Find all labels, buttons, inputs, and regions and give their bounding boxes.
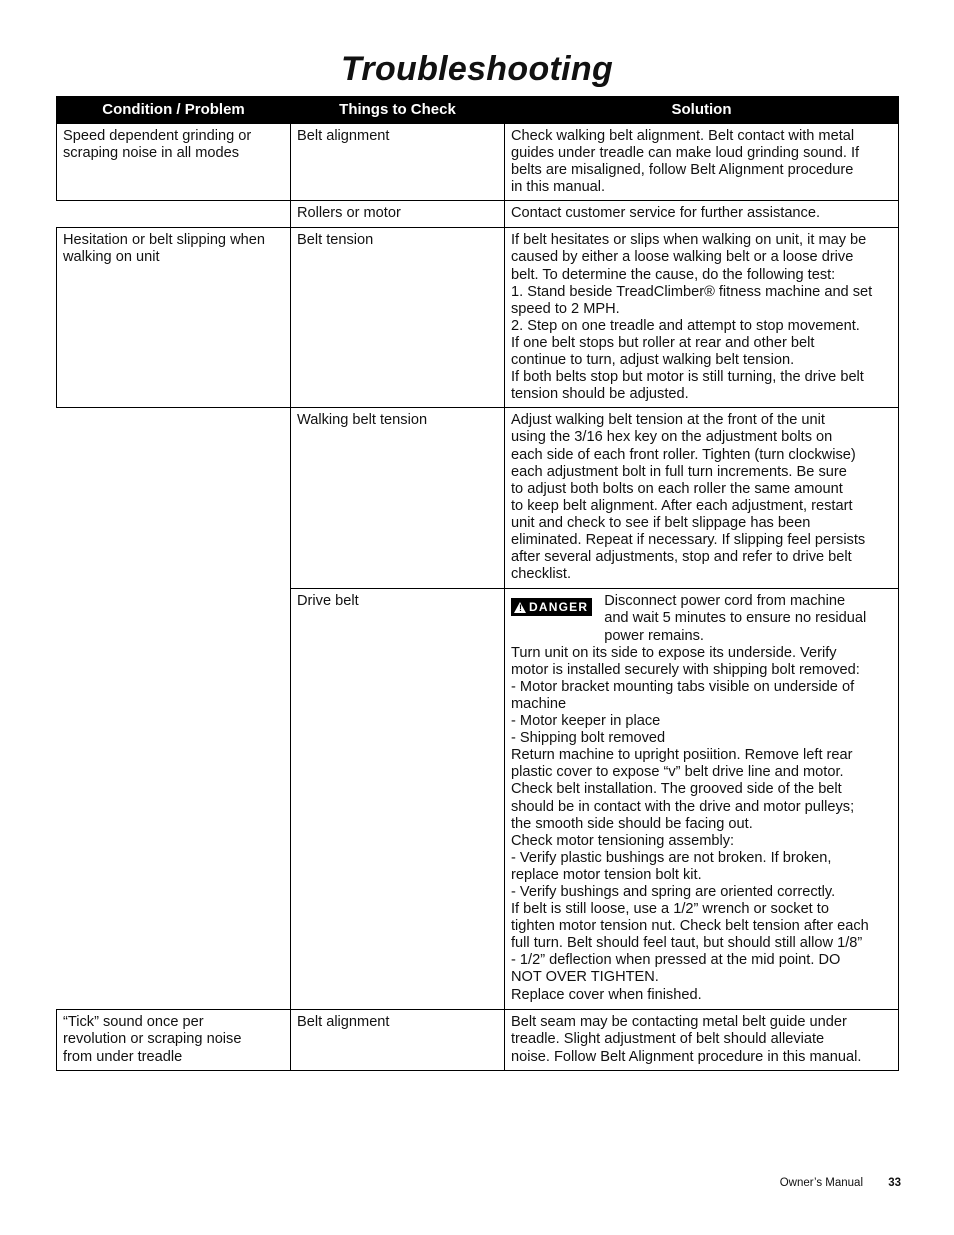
table-header-row xyxy=(57,96,899,124)
check-cell: Belt alignment xyxy=(291,1010,505,1070)
solution-line: Turn unit on its side to expose its underside. Verify xyxy=(511,644,837,661)
danger-line: Disconnect power cord from machine xyxy=(604,593,846,610)
solution-line: Belt seam may be contacting metal belt guide under xyxy=(511,1014,847,1031)
solution-line: unit and check to see if belt slippage has been xyxy=(511,514,811,531)
table-row xyxy=(57,228,899,408)
solution-line: If belt is still loose, use a 1/2” wrench or socket to xyxy=(511,901,829,918)
solution-line: speed to 2 MPH. xyxy=(511,300,620,317)
condition-line: from under treadle xyxy=(63,1048,183,1065)
condition-line: “Tick” sound once per xyxy=(63,1014,204,1031)
condition-cell-empty xyxy=(57,201,291,228)
solution-line: - Verify bushings and spring are oriented correctly. xyxy=(511,883,836,900)
danger-line: and wait 5 minutes to ensure no residual xyxy=(604,610,867,627)
solution-cell xyxy=(505,408,899,589)
troubleshooting-table xyxy=(56,96,899,1071)
header-condition: Condition / Problem xyxy=(57,96,291,124)
solution-line: plastic cover to expose “v” belt drive line and motor. xyxy=(511,764,844,781)
check-cell: Drive belt xyxy=(291,589,505,1010)
solution-cell xyxy=(505,589,899,1010)
solution-line: 2. Step on one treadle and attempt to stop movement. xyxy=(511,317,860,334)
check-cell: Rollers or motor xyxy=(291,201,505,228)
solution-line: - Shipping bolt removed xyxy=(511,730,666,747)
solution-line: If both belts stop but motor is still turning, the drive belt xyxy=(511,369,864,386)
page-footer xyxy=(780,1177,901,1189)
table-row xyxy=(57,124,899,201)
solution-line: the smooth side should be facing out. xyxy=(511,815,753,832)
solution-cell xyxy=(505,201,899,228)
table-row xyxy=(57,1010,899,1070)
solution-line: machine xyxy=(511,695,567,712)
solution-line: continue to turn, adjust walking belt tension. xyxy=(511,352,795,369)
solution-line: tension should be adjusted. xyxy=(511,386,689,403)
solution-line: NOT OVER TIGHTEN. xyxy=(511,969,659,986)
solution-line: - Motor bracket mounting tabs visible on underside of xyxy=(511,678,855,695)
condition-line: scraping noise in all modes xyxy=(63,145,240,162)
solution-line: If one belt stops but roller at rear and other belt xyxy=(511,334,815,351)
condition-line: Hesitation or belt slipping when xyxy=(63,232,265,249)
solution-line: - Motor keeper in place xyxy=(511,713,661,730)
solution-line: If belt hesitates or slips when walking on unit, it may be xyxy=(511,232,867,249)
table-row xyxy=(57,408,899,589)
solution-cell xyxy=(505,228,899,408)
solution-cell xyxy=(505,1010,899,1070)
solution-line: to adjust both bolts on each roller the same amount xyxy=(511,480,843,497)
check-cell: Belt alignment xyxy=(291,124,505,201)
solution-line: checklist. xyxy=(511,566,572,583)
solution-line: to keep belt alignment. After each adjustment, restart xyxy=(511,497,853,514)
solution-cell xyxy=(505,124,899,201)
danger-line: power remains. xyxy=(604,627,704,644)
solution-line: Replace cover when finished. xyxy=(511,986,702,1003)
footer-label: Owner’s Manual xyxy=(779,1177,863,1189)
check-cell: Walking belt tension xyxy=(291,408,505,589)
condition-line: walking on unit xyxy=(63,249,160,266)
solution-line: treadle. Slight adjustment of belt should alleviate xyxy=(511,1031,825,1048)
solution-line: in this manual. xyxy=(511,179,606,196)
condition-cell xyxy=(57,228,291,408)
condition-cell xyxy=(57,124,291,201)
solution-line: caused by either a loose walking belt or a loose drive xyxy=(511,249,854,266)
condition-cell-empty xyxy=(57,408,291,1010)
solution-line: should be in contact with the drive and motor pulleys; xyxy=(511,798,855,815)
solution-line: Adjust walking belt tension at the front of the unit xyxy=(511,412,825,429)
solution-line: tighten motor tension nut. Check belt tension after each xyxy=(511,918,869,935)
header-things-to-check: Things to Check xyxy=(291,96,505,124)
solution-line: - Verify plastic bushings are not broken. If broken, xyxy=(511,849,832,866)
danger-badge xyxy=(511,598,592,616)
danger-text xyxy=(604,593,892,644)
solution-line: 1. Stand beside TreadClimber® fitness machine and set xyxy=(511,283,873,300)
condition-cell xyxy=(57,1010,291,1070)
solution-line: Check belt installation. The grooved side of the belt xyxy=(511,781,842,798)
condition-line: revolution or scraping noise xyxy=(63,1031,242,1048)
solution-line: full turn. Belt should feel taut, but should still allow 1/8” xyxy=(511,935,863,952)
header-solution: Solution xyxy=(505,96,899,124)
solution-line: guides under treadle can make loud grinding sound. If xyxy=(511,145,860,162)
solution-line: each side of each front roller. Tighten (turn clockwise) xyxy=(511,446,856,463)
solution-line: after several adjustments, stop and refer to drive belt xyxy=(511,549,852,566)
solution-line: belts are misaligned, follow Belt Alignment procedure xyxy=(511,162,854,179)
page-title: Troubleshooting xyxy=(340,50,614,88)
solution-line: using the 3/16 hex key on the adjustment bolts on xyxy=(511,429,833,446)
warning-triangle-icon: ! xyxy=(514,602,526,613)
solution-line: Contact customer service for further assistance. xyxy=(511,205,821,222)
solution-line: belt. To determine the cause, do the following test: xyxy=(511,266,836,283)
table-row xyxy=(57,201,899,228)
condition-line: Speed dependent grinding or xyxy=(63,128,252,144)
solution-line: Check motor tensioning assembly: xyxy=(511,832,735,849)
page-number: 33 xyxy=(888,1177,901,1189)
solution-line: eliminated. Repeat if necessary. If slipping feel persists xyxy=(511,532,866,549)
solution-line: - 1/2” deflection when pressed at the mid point. DO xyxy=(511,952,841,969)
solution-line: Return machine to upright posiition. Remove left rear xyxy=(511,747,853,764)
check-cell: Belt tension xyxy=(291,228,505,408)
solution-line: motor is installed securely with shipping bolt removed: xyxy=(511,661,860,678)
solution-line: each adjustment bolt in full turn increments. Be sure xyxy=(511,463,847,480)
danger-notice xyxy=(511,593,892,644)
solution-line: replace motor tension bolt kit. xyxy=(511,866,702,883)
solution-line: Check walking belt alignment. Belt contact with metal xyxy=(511,128,855,144)
solution-line: noise. Follow Belt Alignment procedure in this manual. xyxy=(511,1048,862,1065)
danger-label: DANGER xyxy=(529,599,589,614)
